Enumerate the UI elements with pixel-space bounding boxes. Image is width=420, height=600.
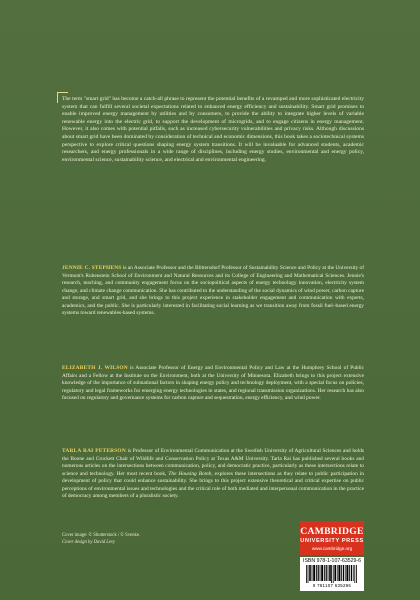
book-title: The Housing Bomb bbox=[168, 470, 212, 477]
author-bio-text: is Associate Professor of Energy and Environmental Policy and Law at the Humphrey School of Public Affairs and a Fellow at the Institute on the Environment, both at the University of Minnesota. Elizabeth brings to this project extensive knowledge of the importance of subnational factors in shaping energy policy and technology deployment, with a special focus on policies, regulatory and legal frameworks for emerging energy technologies in states, and regional transmission organizations. Her research has also focused on regulatory and governance systems for carbon capture and sequestration, energy efficiency, and wind power. bbox=[62, 365, 364, 402]
publisher-subname: UNIVERSITY PRESS bbox=[300, 538, 364, 544]
author-bio-wilson bbox=[62, 365, 364, 403]
barcode-icon bbox=[306, 565, 358, 583]
author-name: JENNIE C. STEPHENS bbox=[62, 265, 122, 271]
author-bio-text: is Professor of Environmental Communication at the Swedish University of Agricultural Sciences and holds the Boone and Crockett Chair of Wildlife and Conservation Policy at Texas A&M University. Tarla Rai has published several books and numerous articles on the intersections between communication, policy, and democratic practice, particularly as these intersections relate to science and technology. Her most recent book, bbox=[62, 448, 364, 477]
publisher-logo bbox=[300, 521, 364, 555]
cover-design-credit: Cover design by David Levy bbox=[62, 540, 116, 546]
corner-ornament bbox=[57, 92, 68, 103]
cover-image-credit: Cover image: © Shutterstock / © Svenke. bbox=[62, 533, 141, 538]
author-bio-text: is an Associate Professor and the Blittersdorf Professor of Sustainability Science and Policy at the University of Vermont's Rubenstein School of Environment and Natural Resources and its College of Engineering and Mathematical Sciences. Jennie's research, teaching, and community engagement focus on the sociopolitical aspects of energy technology innovation, electricity system change, and climate change communication. She has contributed to the understanding of the social dynamics of wind power, carbon capture and storage, and smart grid, and she brings to this project experience in stakeholder engagement and communication with experts, academics, and the public. She is particularly interested in facilitating social learning as we transition away from fossil fuel–based energy systems toward renewables-based systems. bbox=[62, 265, 364, 317]
publisher-name: CAMBRIDGE bbox=[300, 526, 364, 537]
author-bio-stephens bbox=[62, 265, 364, 318]
cover-credits bbox=[62, 532, 222, 547]
publisher-url: www.cambridge.org bbox=[311, 546, 353, 551]
author-name: ELIZABETH J. WILSON bbox=[62, 365, 128, 371]
author-bio-peterson bbox=[62, 448, 364, 501]
description-text: The term "smart grid" has become a catch-all phrase to represent the potential benefits of a revamped and more sophisticated electricity system that can fulfill several societal expectations related to enhanced energy efficiency and sustainability. Smart grid promises to enable improved energy management by utilities and by consumers, to provide the ability to integrate higher levels of variable renewable energy into the electric grid, to support the development of microgrids, and to engage citizens in energy management. However, it also comes with potential pitfalls, such as increased cybersecurity vulnerabilities and privacy risks. Although discussions about smart grid have been dominated by consideration of technical and economic dimensions, this book takes a sociotechnical systems perspective to explore critical questions shaping energy system transitions. It will be invaluable for advanced students, academic researchers, and energy professionals in a wide range of disciplines, including energy studies, environmental and energy policy, environmental science, sustainability science, and electrical and environmental engineering. bbox=[62, 96, 364, 163]
isbn-barcode bbox=[300, 557, 364, 591]
author-bio-text-continued: , explores these intersections as they relate to public participation in development of policy that could enhance sustainability. She brings to this project extensive theoretical and critical expertise on public perceptions of environmental issues and technologies and the critical role of both mediated and interpersonal communication in the practice of democracy among members of a pluralistic society. bbox=[62, 470, 364, 500]
isbn-label: ISBN 978-1-107-63529-6 bbox=[303, 558, 361, 564]
barcode-digits: 9 781107 635296 bbox=[312, 583, 352, 588]
author-name: TARLA RAI PETERSON bbox=[62, 448, 126, 454]
book-description bbox=[62, 96, 364, 164]
